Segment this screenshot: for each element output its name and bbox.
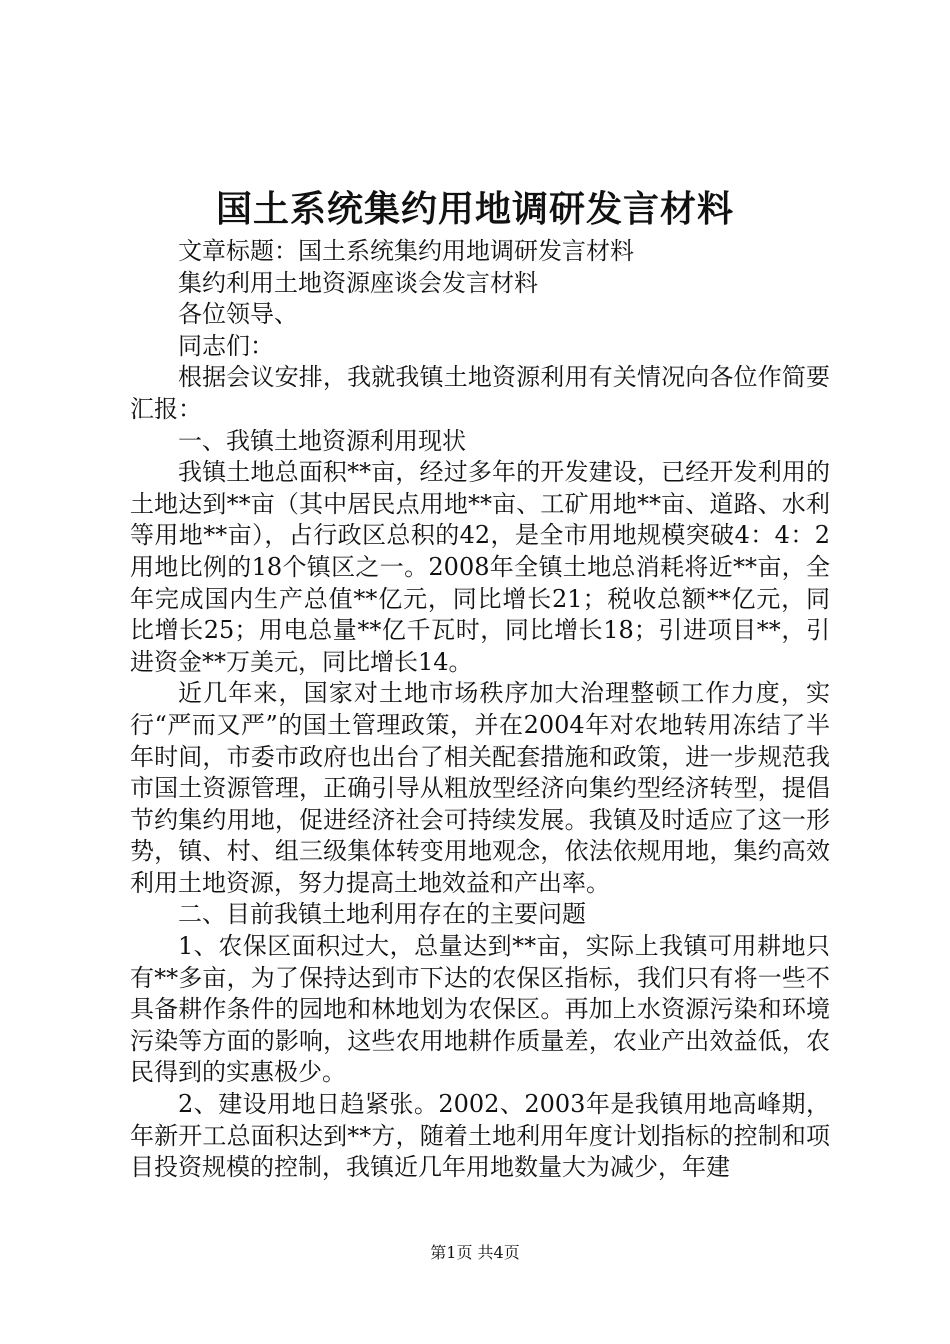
paragraph-problem-1: 1、农保区面积过大，总量达到**亩，实际上我镇可用耕地只有**多亩，为了保持达到市下达的农保区指标，我们只有将一些不具备耕作条件的园地和林地划为农保区。再加上水资源污染和环境污染等方面的影响，这些农用地耕作质量差，农业产出效益低，农民得到的实惠极少。: [130, 932, 830, 1087]
paragraph-policy: 近几年来，国家对土地市场秩序加大治理整顿工作力度，实行“严而又严”的国土管理政策，并在2004年对农地转用冻结了半年时间，市委市政府也出台了相关配套措施和政策，进一步规范我市国土资源管理，正确引导从粗放型经济向集约型经济转型，提倡节约集约用地，促进经济社会可持续发展。我镇及时适应了这一形势，镇、村、组三级集体转变用地观念，依法依规用地，集约高效利用土地资源，努力提高土地效益和产出率。: [130, 679, 830, 897]
paragraph-subtitle: 集约利用土地资源座谈会发言材料: [178, 268, 538, 297]
page-footer: 第1页 共4页: [430, 1243, 520, 1262]
section-heading-1: 一、我镇土地资源利用现状: [178, 426, 466, 455]
section-heading-2: 二、目前我镇土地利用存在的主要问题: [178, 900, 586, 929]
paragraph-salutation-1: 各位领导、: [178, 300, 298, 329]
paragraph-land-status: 我镇土地总面积**亩，经过多年的开发建设，已经开发利用的土地达到**亩（其中居民点用地**亩、工矿用地**亩、道路、水利等用地**亩），占行政区总积的42，是全市用地规模突破4：4：2用地比例的18个镇区之一。2008年全镇土地总消耗将近**亩，全年完成国内生产总值**亿元，同比增长21；税收总额**亿元，同比增长25；用电总量**亿千瓦时，同比增长18；引进项目**，引进资金**万美元，同比增长14。: [130, 458, 830, 676]
paragraph-salutation-2: 同志们：: [178, 331, 274, 360]
paragraph-article-title: 文章标题：国土系统集约用地调研发言材料: [178, 237, 634, 265]
paragraph-intro: 根据会议安排，我就我镇土地资源利用有关情况向各位作简要汇报：: [130, 363, 830, 423]
paragraph-problem-2: 2、建设用地日趋紧张。2002、2003年是我镇用地高峰期，年新开工总面积达到**方，随着土地利用年度计划指标的控制和项目投资规模的控制，我镇近几年用地数量大为减少，年建: [130, 1090, 830, 1182]
document-body: [130, 236, 830, 1184]
document-title: 国土系统集约用地调研发言材料: [215, 188, 734, 230]
